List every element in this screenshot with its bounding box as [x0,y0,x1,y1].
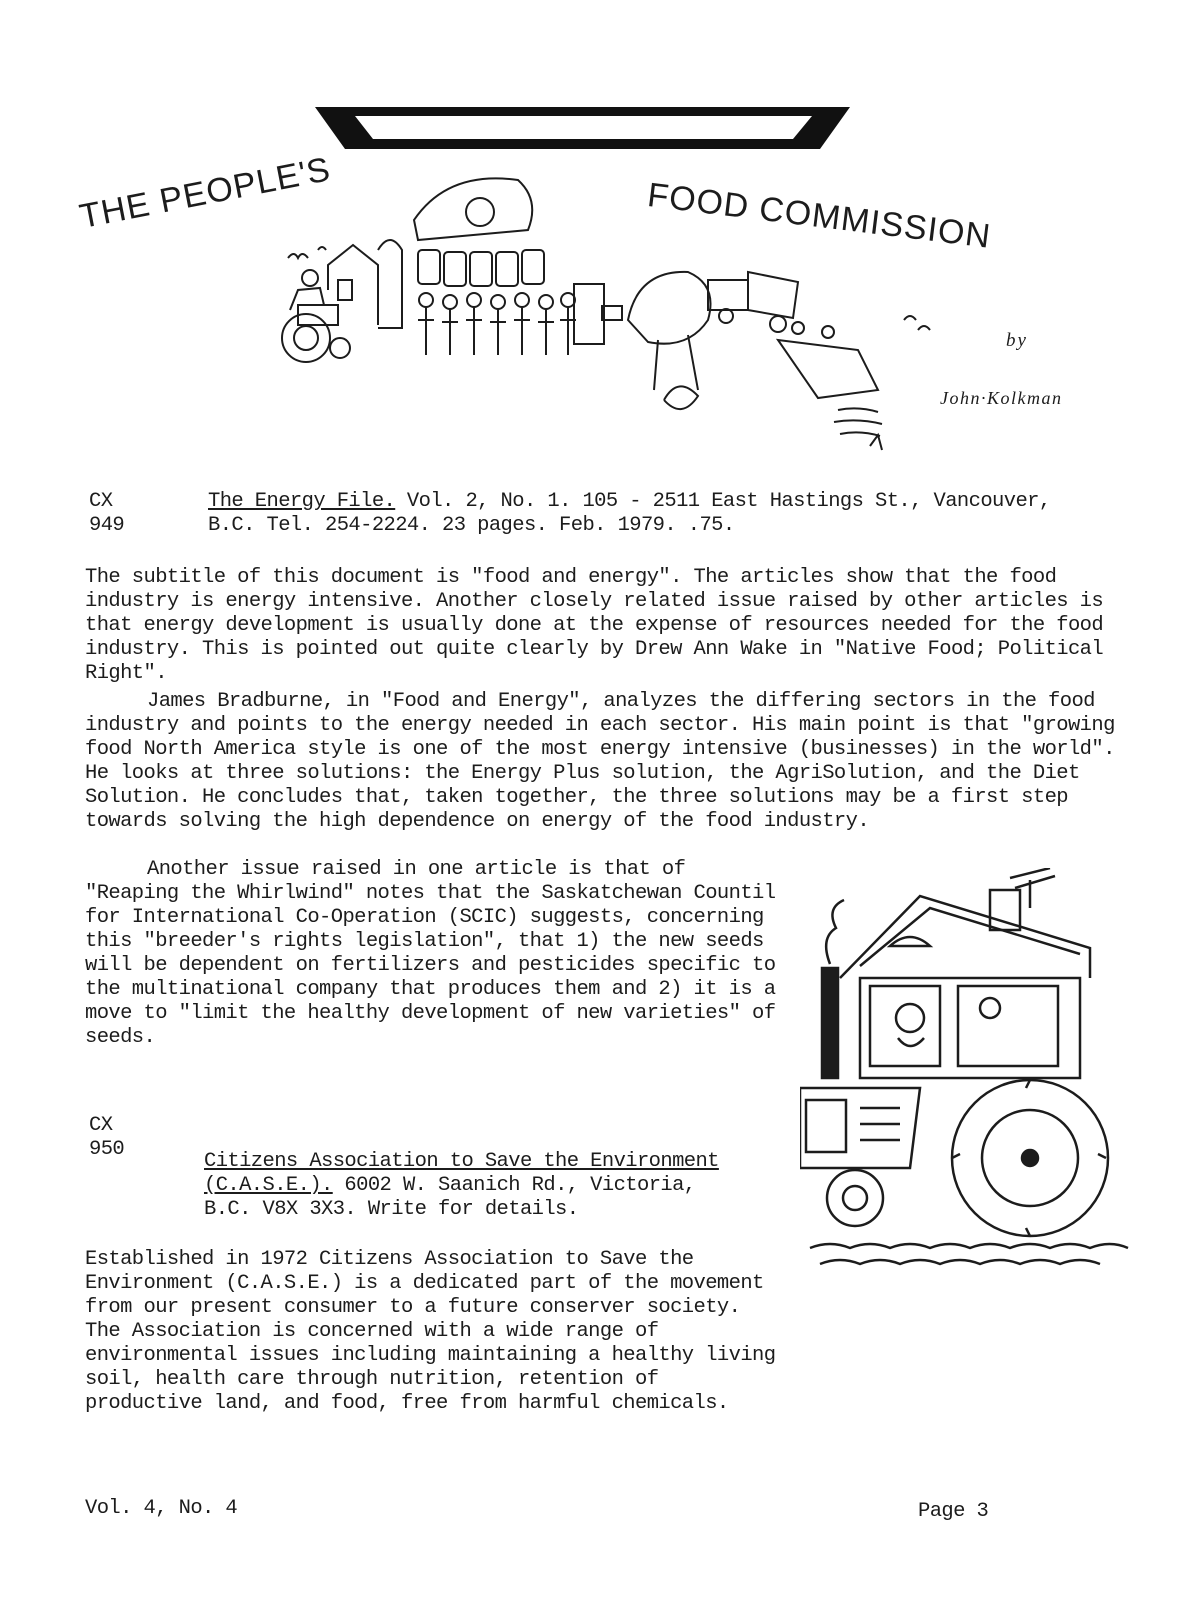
masthead-banner-frame [315,105,850,155]
masthead-illustration [278,160,938,455]
boat-water-drawing [778,322,882,450]
author-name: John·Kolkman [940,388,1063,408]
masthead-title-left: THE PEOPLE'S [76,150,334,237]
barrels-drawing [414,178,544,286]
issue-number: Vol. 4, No. 4 [85,1497,238,1520]
page-number: Page 3 [918,1500,989,1523]
cow-drawing [628,272,711,409]
citation-line: Vol. 2, No. 1. 105 - 2511 East Hastings St., Vancouver, [395,490,1051,513]
entry-number: 950 [89,1138,125,1161]
entry-949-paragraph-3: Another issue raised in one article is that of "Reaping the Whirlwind" notes that the Saskatchewan Countil for International Co-Operation (SCIC) suggests, concerning this "breeder's rights legislation", that 1) the new seeds will be dependent on fertilizers and pesticides specific to the multinational company that produces them and 2) it is a move to "limit the healthy development of new varieties" of seeds. [85,858,776,1049]
byline-label: by [1006,330,1028,351]
birds-drawing [288,247,930,330]
truck-drawing [708,272,798,332]
entry-code: CX [89,490,113,513]
uic-door-drawing [574,284,622,344]
entry-id-950 [89,1114,124,1162]
entry-code: CX [89,1114,113,1137]
citation-line: B.C. Tel. 254-2224. 23 pages. Feb. 1979. .75. [208,514,735,537]
masthead-title-right: FOOD COMMISSION [645,176,993,256]
crowd-drawing [418,293,576,355]
entry-title: Citizens Association to Save the Environment [204,1150,719,1173]
entry-citation-949 [208,490,1138,538]
citation-line: 6002 W. Saanich Rd., Victoria, [332,1174,696,1197]
entry-number: 949 [89,514,125,537]
tractor-farmer-drawing [282,270,350,362]
barn-silo-drawing [328,240,402,328]
entry-949-paragraph-2: James Bradburne, in "Food and Energy", analyzes the differing sectors in the food industry and points to the energy needed in each sector. His main point is that "growing food North America style is one of the most energy intensive (businesses) in the world". He looks at three solutions: the Energy Plus solution, the AgriSolution, and the Diet Solution. He concludes that, taken together, the three solutions may be a first step towards solving the high dependence on energy of the food industry. [85,690,1115,833]
entry-949-paragraph-1: The subtitle of this document is "food and energy". The articles show that the food industry is energy intensive. Another closely related issue raised by other articles is that energy development is usually done at the expense of resources needed for the food industry. This is pointed out quite clearly by Drew Ann Wake in "Native Food; Political Right". [85,566,1104,685]
entry-citation-950 [204,1150,1134,1222]
entry-title: The Energy File. [208,490,396,513]
citation-line: B.C. V8X 3X3. Write for details. [204,1198,579,1221]
entry-950-paragraph-1: Established in 1972 Citizens Association to Save the Environment (C.A.S.E.) is a dedicated part of the movement from our present consumer to a future conserver society. The Association is concerned with a wide range of environmental issues including maintaining a healthy living soil, health care through nutrition, retention of productive land, and food, free from harmful chemicals. [85,1248,776,1415]
entry-id-949 [89,490,124,538]
entry-title: (C.A.S.E.). [204,1174,333,1197]
